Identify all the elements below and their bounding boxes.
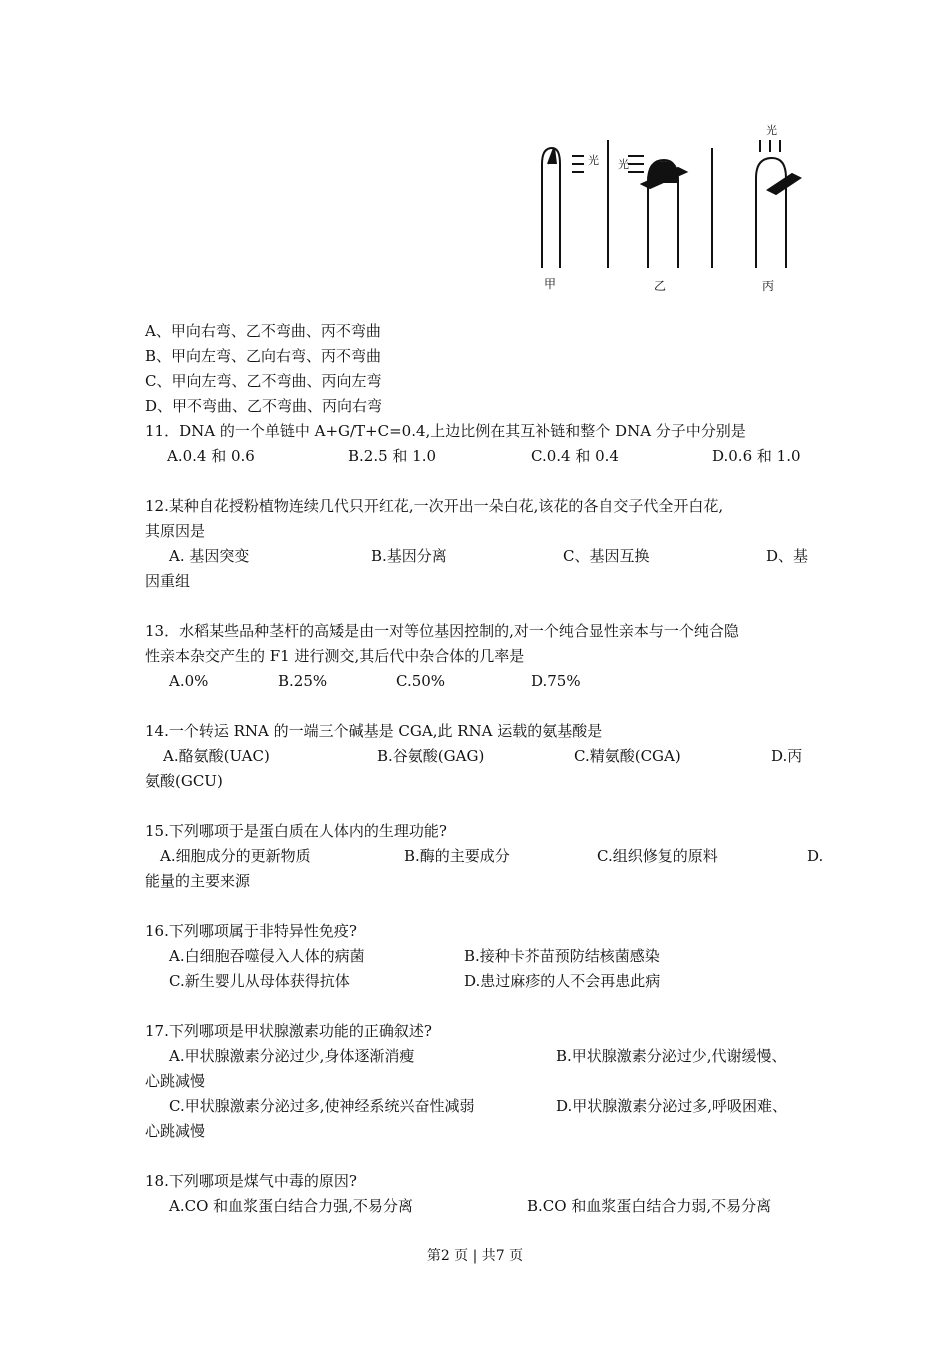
q12-option-b: B.基因分离	[371, 547, 447, 565]
q17-option-d: D.甲状腺激素分泌过多,呼吸困难、	[556, 1097, 788, 1115]
q14-stem: 14.一个转运 RNA 的一端三个碱基是 CGA,此 RNA 运载的氨基酸是	[145, 722, 603, 740]
q10-option-d: D、甲不弯曲、乙不弯曲、丙向右弯	[145, 397, 383, 415]
q16-stem: 16.下列哪项属于非特异性免疫?	[145, 922, 357, 940]
q15-option-b: B.酶的主要成分	[404, 847, 510, 865]
q11-option-d: D.0.6 和 1.0	[712, 447, 801, 465]
q15-option-d-wrap: 能量的主要来源	[145, 872, 251, 890]
q13-option-d: D.75%	[531, 672, 581, 690]
q13-option-c: C.50%	[396, 672, 446, 690]
light-label-bing: 光	[766, 124, 777, 137]
panel-label-jia: 甲	[544, 277, 557, 291]
q18-option-b: B.CO 和血浆蛋白结合力弱,不易分离	[527, 1197, 772, 1215]
coleoptile-figure	[530, 118, 810, 302]
q15-option-d: D.	[807, 847, 824, 865]
q16-option-b: B.接种卡芥苗预防结核菌感染	[464, 947, 660, 965]
q14-option-b: B.谷氨酸(GAG)	[377, 747, 485, 765]
q12-option-c: C、基因互换	[563, 547, 650, 565]
panel-label-yi: 乙	[654, 279, 667, 293]
q11-stem: 11．DNA 的一个单链中 A+G/T+C=0.4,上边比例在其互补链和整个 DNA 分子中分别是	[145, 422, 746, 440]
q18-option-a: A.CO 和血浆蛋白结合力强,不易分离	[169, 1197, 413, 1215]
q14-option-d: D.丙	[771, 747, 803, 765]
panel-bing-drawing	[756, 140, 800, 268]
q16-option-a: A.白细胞吞噬侵入人体的病菌	[169, 947, 365, 965]
q13-option-a: A.0%	[169, 672, 209, 690]
q14-option-d-wrap: 氨酸(GCU)	[145, 772, 223, 790]
q17-option-d-wrap: 心跳减慢	[145, 1122, 206, 1140]
q15-option-c: C.组织修复的原料	[597, 847, 718, 865]
q16-option-c: C.新生婴儿从母体获得抗体	[169, 972, 350, 990]
q11-option-c: C.0.4 和 0.4	[531, 447, 619, 465]
q17-stem: 17.下列哪项是甲状腺激素功能的正确叙述?	[145, 1022, 432, 1040]
q17-option-c: C.甲状腺激素分泌过多,使神经系统兴奋性减弱	[169, 1097, 475, 1115]
page-footer: 第2 页 | 共7 页	[426, 1248, 524, 1264]
q18-stem: 18.下列哪项是煤气中毒的原因?	[145, 1172, 357, 1190]
q10-option-c: C、甲向左弯、乙不弯曲、丙向左弯	[145, 372, 382, 390]
q13-stem-line1: 13．水稻某些品种茎杆的高矮是由一对等位基因控制的,对一个纯合显性亲本与一个纯合隐	[145, 622, 739, 640]
q17-option-b: B.甲状腺激素分泌过少,代谢缓慢、	[556, 1047, 787, 1065]
q12-stem-line2: 其原因是	[145, 522, 206, 540]
panel-label-bing: 丙	[762, 279, 775, 293]
q14-option-a: A.酪氨酸(UAC)	[163, 747, 270, 765]
q11-option-b: B.2.5 和 1.0	[348, 447, 437, 465]
light-label-yi: 光	[618, 158, 629, 171]
q11-option-a: A.0.4 和 0.6	[167, 447, 255, 465]
q12-option-d-wrap: 因重组	[145, 572, 191, 590]
q15-option-a: A.细胞成分的更新物质	[160, 847, 311, 865]
q17-option-a: A.甲状腺激素分泌过少,身体逐渐消瘦	[169, 1047, 415, 1065]
q10-option-b: B、甲向左弯、乙向右弯、丙不弯曲	[145, 347, 382, 365]
q12-option-a: A. 基因突变	[169, 547, 250, 565]
q10-option-a: A、甲向右弯、乙不弯曲、丙不弯曲	[145, 322, 381, 340]
q12-option-d: D、基	[766, 547, 809, 565]
q17-option-b-wrap: 心跳减慢	[145, 1072, 206, 1090]
q13-option-b: B.25%	[278, 672, 328, 690]
q16-option-d: D.患过麻疹的人不会再患此病	[464, 972, 661, 990]
light-label-jia: 光	[588, 154, 599, 167]
q12-stem-line1: 12.某种自花授粉植物连续几代只开红花,一次开出一朵白花,该花的各自交子代全开白花,	[145, 497, 724, 515]
panel-yi-drawing	[628, 148, 712, 268]
q13-stem-line2: 性亲本杂交产生的 F1 进行测交,其后代中杂合体的几率是	[145, 647, 525, 665]
q14-option-c: C.精氨酸(CGA)	[574, 747, 681, 765]
q15-stem: 15.下列哪项于是蛋白质在人体内的生理功能?	[145, 822, 447, 840]
